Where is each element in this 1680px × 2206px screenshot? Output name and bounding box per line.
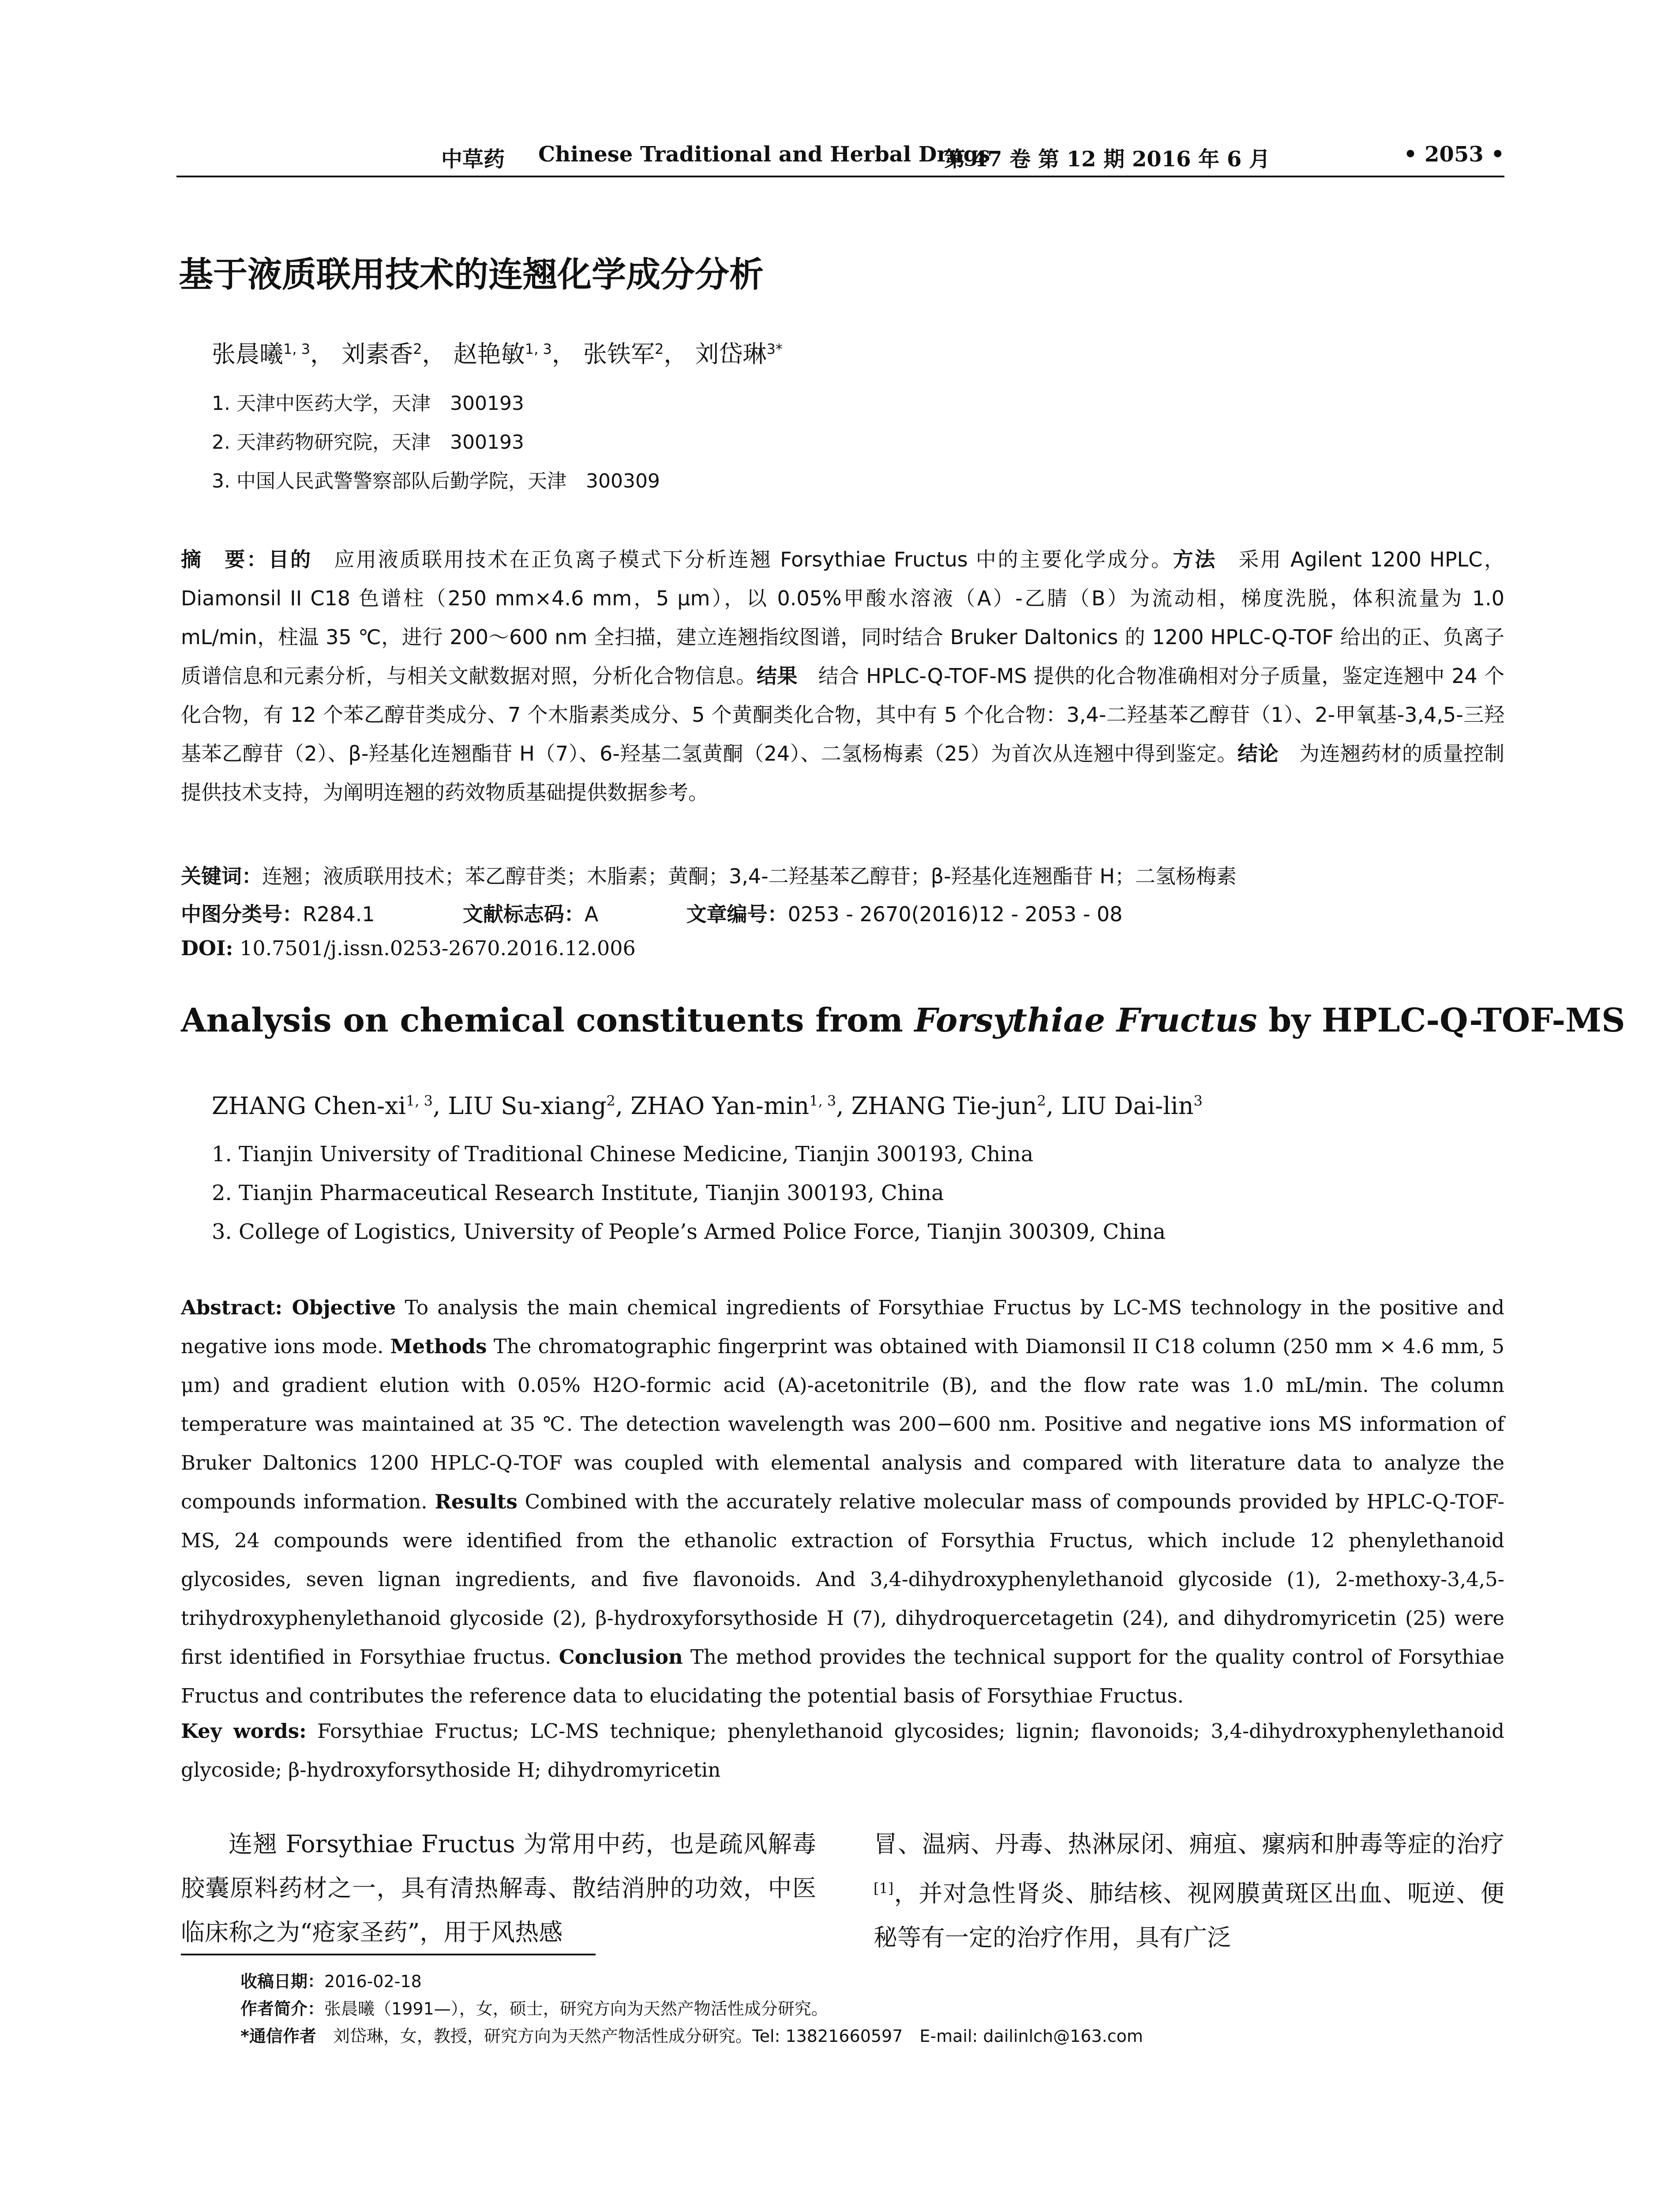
footnote-rule — [181, 1954, 596, 1955]
abstract-cn: 摘 要：目的 应用液质联用技术在正负离子模式下分析连翘 Forsythiae Fructus 中的主要化学成分。方法 采用 Agilent 1200 HPLC，Diamonsil II C18 色谱柱（250 mm×4.6 mm，5 μm），以 0.05%甲酸水溶液（A）-乙腈（B）为流动相，梯度洗脱，体积流量为 1.0 mL/min，柱温 35 ℃，进行 200～600 nm 全扫描，建立连翘指纹图谱，同时结合 Bruker Daltonics 的 1200 HPLC-Q-TOF 给出的正、负离子质谱信息和元素分析，与相关文献数据对照，分析化合物信息。结果 结合 HPLC-Q-TOF-MS 提供的化合物准确相对分子质量，鉴定连翘中 24 个化合物，有 12 个苯乙醇苷类成分、7 个木脂素类成分、5 个黄酮类化合物，其中有 5 个化合物：3,4-二羟基苯乙醇苷（1）、2-甲氧基-3,4,5-三羟基苯乙醇苷（2）、β-羟基化连翘酯苷 H（7）、6-羟基二氢黄酮（24）、二氢杨梅素（25）为首次从连翘中得到鉴定。结论 为连翘药材的质量控制提供技术支持，为阐明连翘的药效物质基础提供数据参考。 — [181, 548, 1505, 804]
keywords-label: 关键词： — [181, 864, 262, 888]
author: LIU Dai-lin — [1061, 1092, 1194, 1120]
affiliation-en: 3. College of Logistics, University of People’s Armed Police Force, Tianjin 300309, China — [212, 1219, 1166, 1244]
author: LIU Su-xiang — [448, 1092, 607, 1120]
affiliation-cn: 2. 天津药物研究院，天津 300193 — [212, 431, 524, 454]
abstract-en: Abstract: Objective To analysis the main chemical ingredients of Forsythiae Fructus by LC-MS technology in the positive and negative ions mode. Methods The chromatographic fingerprint was obtained with Diamonsil II C18 column (250 mm × 4.6 mm, 5 μm) and gradient elution with 0.05% H2O-formic acid (A)-acetonitrile (B), and the flow rate was 1.0 mL/min. The column temperature was maintained at 35 ℃. The detection wavelength was 200−600 nm. Positive and negative ions MS information of Bruker Daltonics 1200 HPLC-Q-TOF was coupled with elemental analysis and compared with literature data to analyze the compounds information. Results Combined with the accurately relative molecular mass of compounds provided by HPLC-Q-TOF-MS, 24 compounds were identified from the ethanolic extraction of Forsythia Fructus, which include 12 phenylethanoid glycosides, seven lignan ingredients, and five flavonoids. And 3,4-dihydroxyphenylethanoid glycoside (1), 2-methoxy-3,4,5-trihydroxyphenylethanoid glycoside (2), β-hydroxyforsythoside H (7), dihydroquercetagetin (24), and dihydromyricetin (25) were first identified in Forsythiae fructus. Conclusion The method provides the technical support for the quality control of Forsythiae Fructus and contributes the reference data to elucidating the potential basis of Forsythiae Fructus. — [181, 1296, 1504, 1707]
conclusion-label-en: Conclusion — [559, 1645, 683, 1669]
author: 赵艳敏 — [453, 340, 525, 368]
authors-cn: 张晨曦$^{1, 3}$， 刘素香$^2$， 赵艳敏$^{1, 3}$， 张铁军$^2$， 刘岱琳$^{3*}$ — [212, 340, 783, 368]
footnote-corresponding: *通信作者 刘岱琳，女，教授，研究方向为天然产物活性成分研究。Tel: 13821660597 E-mail: dailinlch@163.com — [240, 2026, 1143, 2046]
title-en: Analysis on chemical constituents from Forsythiae Fructus by HPLC-Q-TOF-MS — [181, 1002, 1625, 1039]
running-header — [176, 140, 1504, 171]
keywords-label-en: Key words: — [181, 1719, 307, 1743]
author: ZHAO Yan-min — [630, 1092, 810, 1120]
results-label: 结果 — [756, 664, 798, 688]
author: 刘岱琳 — [695, 340, 767, 368]
objective-label: 目的 — [268, 548, 312, 571]
journal-name-en: Chinese Traditional and Herbal Drugs — [538, 142, 990, 167]
authors-en: ZHANG Chen-xi$^{1, 3}$, LIU Su-xiang$^2$, ZHAO Yan-$\min^{1, 3}$, ZHANG Tie-jun$^2$, LIU Dai-lin$^3$ — [212, 1092, 1203, 1120]
author: ZHANG Chen-xi — [212, 1092, 406, 1120]
affiliation-cn: 3. 中国人民武警警察部队后勤学院，天津 300309 — [212, 470, 660, 492]
affiliation-cn: 1. 天津中医药大学，天津 300193 — [212, 392, 524, 415]
keywords-cn: 关键词：连翘；液质联用技术；苯乙醇苷类；木脂素；黄酮；3,4-二羟基苯乙醇苷；β-羟基化连翘酯苷 H；二氢杨梅素 — [181, 864, 1237, 888]
author: 张晨曦 — [212, 340, 283, 368]
methods-label-en: Methods — [390, 1335, 487, 1358]
page-number: • 2053 • — [1403, 142, 1504, 167]
body-column-right: 冒、温病、丹毒、热淋尿闭、痈疽、瘰病和肿毒等症的治疗[1]，并对急性肾炎、肺结核、视网膜黄斑区出血、呃逆、便秘等有一定的治疗作用，具有广泛 — [874, 1830, 1504, 1951]
keywords-en: Key words: Forsythiae Fructus; LC-MS technique; phenylethanoid glycosides; lignin; flavonoids; 3,4-dihydroxyphenylethanoid glycoside; β-hydroxyforsythoside H; dihydromyricetin — [181, 1719, 1504, 1782]
abstract-label: 摘 要： — [181, 548, 269, 571]
footnote-bio: 作者简介：张晨曦（1991—），女，硕士，研究方向为天然产物活性成分研究。 — [240, 1999, 828, 2018]
doi-label: DOI: — [181, 936, 233, 960]
doi-value: 10.7501/j.issn.0253-2670.2016.12.006 — [233, 936, 636, 960]
classification-line: 中图分类号：R284.1 文献标志码：A 文章编号：0253 - 2670(2016)12 - 2053 - 08 — [181, 902, 1123, 926]
journal-name-cn: 中草药 — [441, 147, 505, 172]
author: 张铁军 — [583, 340, 655, 368]
volume-issue: 第 47 卷 第 12 期 2016 年 6 月 — [944, 147, 1270, 172]
author: 刘素香 — [341, 340, 413, 368]
abstract-objective-label: Abstract: Objective — [181, 1296, 396, 1319]
title-cn: 基于液质联用技术的连翘化学成分分析 — [179, 255, 764, 295]
affiliation-en: 2. Tianjin Pharmaceutical Research Institute, Tianjin 300193, China — [212, 1181, 944, 1205]
header-rule — [176, 176, 1504, 177]
footnote-received: 收稿日期：2016-02-18 — [240, 1972, 422, 1991]
citation-ref: [1] — [874, 1880, 894, 1897]
body-column-left: 连翘 Forsythiae Fructus 为常用中药，也是疏风解毒胶囊原料药材之一，具有清热解毒、散结消肿的功效，中医临床称之为“疮家圣药”，用于风热感 — [181, 1830, 816, 1946]
methods-label: 方法 — [1173, 548, 1217, 571]
conclusion-label: 结论 — [1238, 742, 1279, 765]
doi-line — [181, 936, 636, 960]
results-label-en: Results — [435, 1490, 518, 1513]
affiliation-en: 1. Tianjin University of Traditional Chinese Medicine, Tianjin 300193, China — [212, 1142, 1034, 1167]
author: ZHANG Tie-jun — [851, 1092, 1037, 1120]
